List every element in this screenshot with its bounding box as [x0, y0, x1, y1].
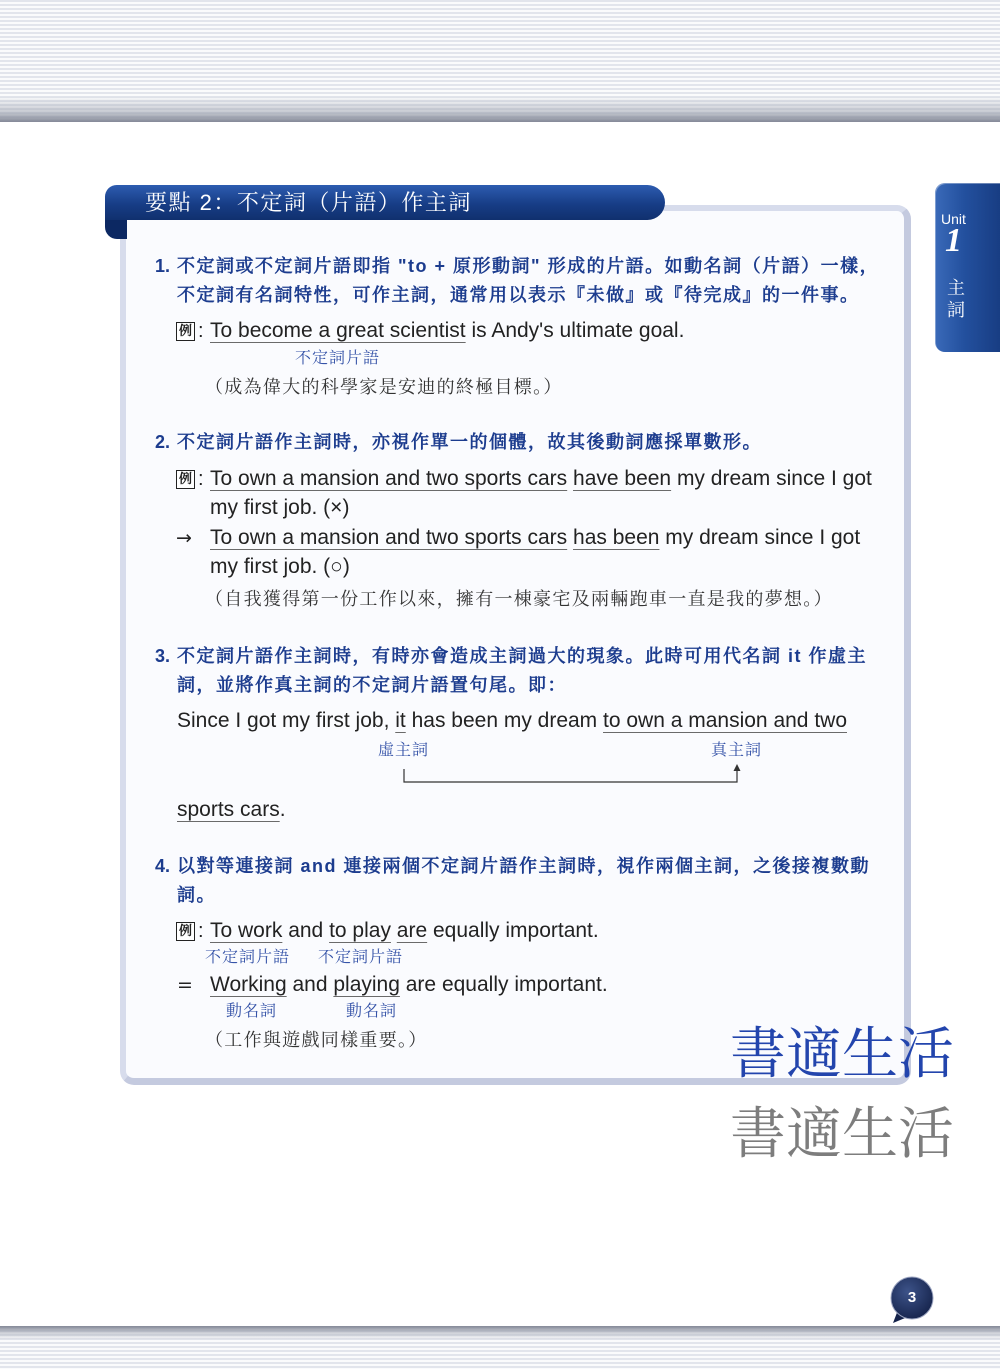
- underlined-phrase: to play: [329, 919, 391, 942]
- example-sentence: [210, 918, 599, 944]
- incorrect-example-continuation: my first job. (×): [210, 496, 350, 519]
- underlined-gerund: Working: [210, 973, 287, 996]
- arrow-right-icon: →: [176, 527, 192, 549]
- unit-topic-char: 詞: [947, 300, 965, 320]
- arrow-up-icon: [734, 764, 741, 771]
- grammar-annotation: 動名詞: [226, 1003, 278, 1020]
- correct-example-sentence: [210, 525, 860, 551]
- watermark-blue: 書適生活: [730, 1022, 954, 1087]
- point-heading-line: 詞。: [177, 885, 216, 905]
- example-marker-icon: 例: [176, 322, 195, 341]
- point-heading-line: 不定詞片語作主詞時，有時亦會造成主詞過大的現象。此時可用代名詞 it 作虛主: [177, 646, 867, 666]
- unit-topic-char: 主: [947, 278, 965, 298]
- sentence-fragment: are equally important.: [399, 973, 608, 996]
- example-sentence-continuation: [177, 797, 286, 823]
- underlined-verb: has been: [573, 526, 660, 549]
- bracket-line: [404, 769, 737, 782]
- correct-example-continuation: my first job. (○): [210, 555, 350, 578]
- underlined-verb: have been: [573, 467, 672, 490]
- example-marker-colon: :: [198, 920, 204, 942]
- underlined-phrase: To work: [210, 919, 283, 942]
- sentence-fragment: and: [286, 973, 334, 996]
- sentence-fragment: Since I got my first job,: [177, 709, 396, 732]
- sentence-fragment: my dream since I got: [671, 467, 872, 490]
- point-heading-line: 詞，並將作真主詞的不定詞片語置句尾。即：: [177, 675, 567, 695]
- example-marker-colon: :: [198, 468, 204, 490]
- point-heading-line: 不定詞或不定詞片語即指 "to + 原形動詞" 形成的片語。如動名詞（片語）一樣，: [177, 256, 880, 276]
- top-stripe-shadow: [0, 96, 1000, 122]
- example-sentence: [210, 318, 684, 344]
- bottom-stripe-shadow: [0, 1326, 1000, 1340]
- chinese-translation: （成為偉大的科學家是安迪的終極目標。）: [205, 377, 563, 397]
- watermark-gray: 書適生活: [730, 1102, 954, 1167]
- example-sentence: [177, 708, 847, 734]
- point-number: 4.: [155, 856, 171, 876]
- sentence-fragment: has been my dream: [405, 709, 604, 732]
- grammar-annotation: 不定詞片語: [205, 949, 291, 966]
- sentence-fragment: and: [282, 919, 330, 942]
- point-number: 3.: [155, 646, 171, 666]
- chinese-translation: （工作與遊戲同樣重要。）: [205, 1030, 428, 1050]
- sentence-fragment: equally important.: [427, 919, 599, 942]
- underlined-dummy-subject: it: [395, 709, 406, 732]
- subject-link-bracket: [398, 760, 744, 786]
- point-heading-line: 不定詞片語作主詞時，亦視作單一的個體，故其後動詞應採單數形。: [177, 432, 762, 452]
- section-title: 要點 2：不定詞（片語）作主詞: [145, 190, 472, 215]
- unit-label: Unit: [941, 211, 966, 227]
- grammar-annotation: 動名詞: [346, 1003, 398, 1020]
- point-heading-line: 以對等連接詞 and 連接兩個不定詞片語作主詞時，視作兩個主詞，之後接複數動: [177, 856, 870, 876]
- underlined-real-subject: to own a mansion and two: [603, 709, 847, 732]
- underlined-phrase: To own a mansion and two sports cars: [210, 467, 568, 490]
- incorrect-example-sentence: [210, 466, 872, 492]
- example-marker-icon: 例: [176, 922, 195, 941]
- underlined-verb: are: [396, 919, 428, 942]
- underlined-gerund: playing: [333, 973, 400, 996]
- unit-number: 1: [945, 222, 962, 259]
- grammar-annotation: 真主詞: [711, 742, 763, 759]
- point-number: 1.: [155, 256, 171, 276]
- sentence-fragment: is Andy's ultimate goal.: [465, 319, 685, 342]
- grammar-annotation: 虛主詞: [378, 742, 430, 759]
- grammar-annotation: 不定詞片語: [295, 350, 381, 367]
- example-marker-colon: :: [198, 320, 204, 342]
- point-heading-line: 不定詞有名詞特性，可作主詞，通常用以表示『未做』或『待完成』的一件事。: [177, 285, 860, 305]
- chinese-translation: （自我獲得第一份工作以來，擁有一棟豪宅及兩輛跑車一直是我的夢想。）: [205, 589, 833, 609]
- underlined-real-subject: sports cars: [177, 798, 280, 821]
- sentence-fragment: my dream since I got: [659, 526, 861, 549]
- equivalent-sentence: [210, 972, 608, 998]
- grammar-annotation: 不定詞片語: [318, 949, 404, 966]
- equals-sign: =: [177, 974, 193, 996]
- point-number: 2.: [155, 432, 171, 452]
- underlined-phrase: To own a mansion and two sports cars: [210, 526, 568, 549]
- unit-tab: [935, 183, 1000, 352]
- example-marker-icon: 例: [176, 470, 195, 489]
- underlined-phrase: To become a great scientist: [210, 319, 466, 342]
- page-number: 3: [907, 1289, 917, 1306]
- sentence-fragment: .: [279, 798, 286, 821]
